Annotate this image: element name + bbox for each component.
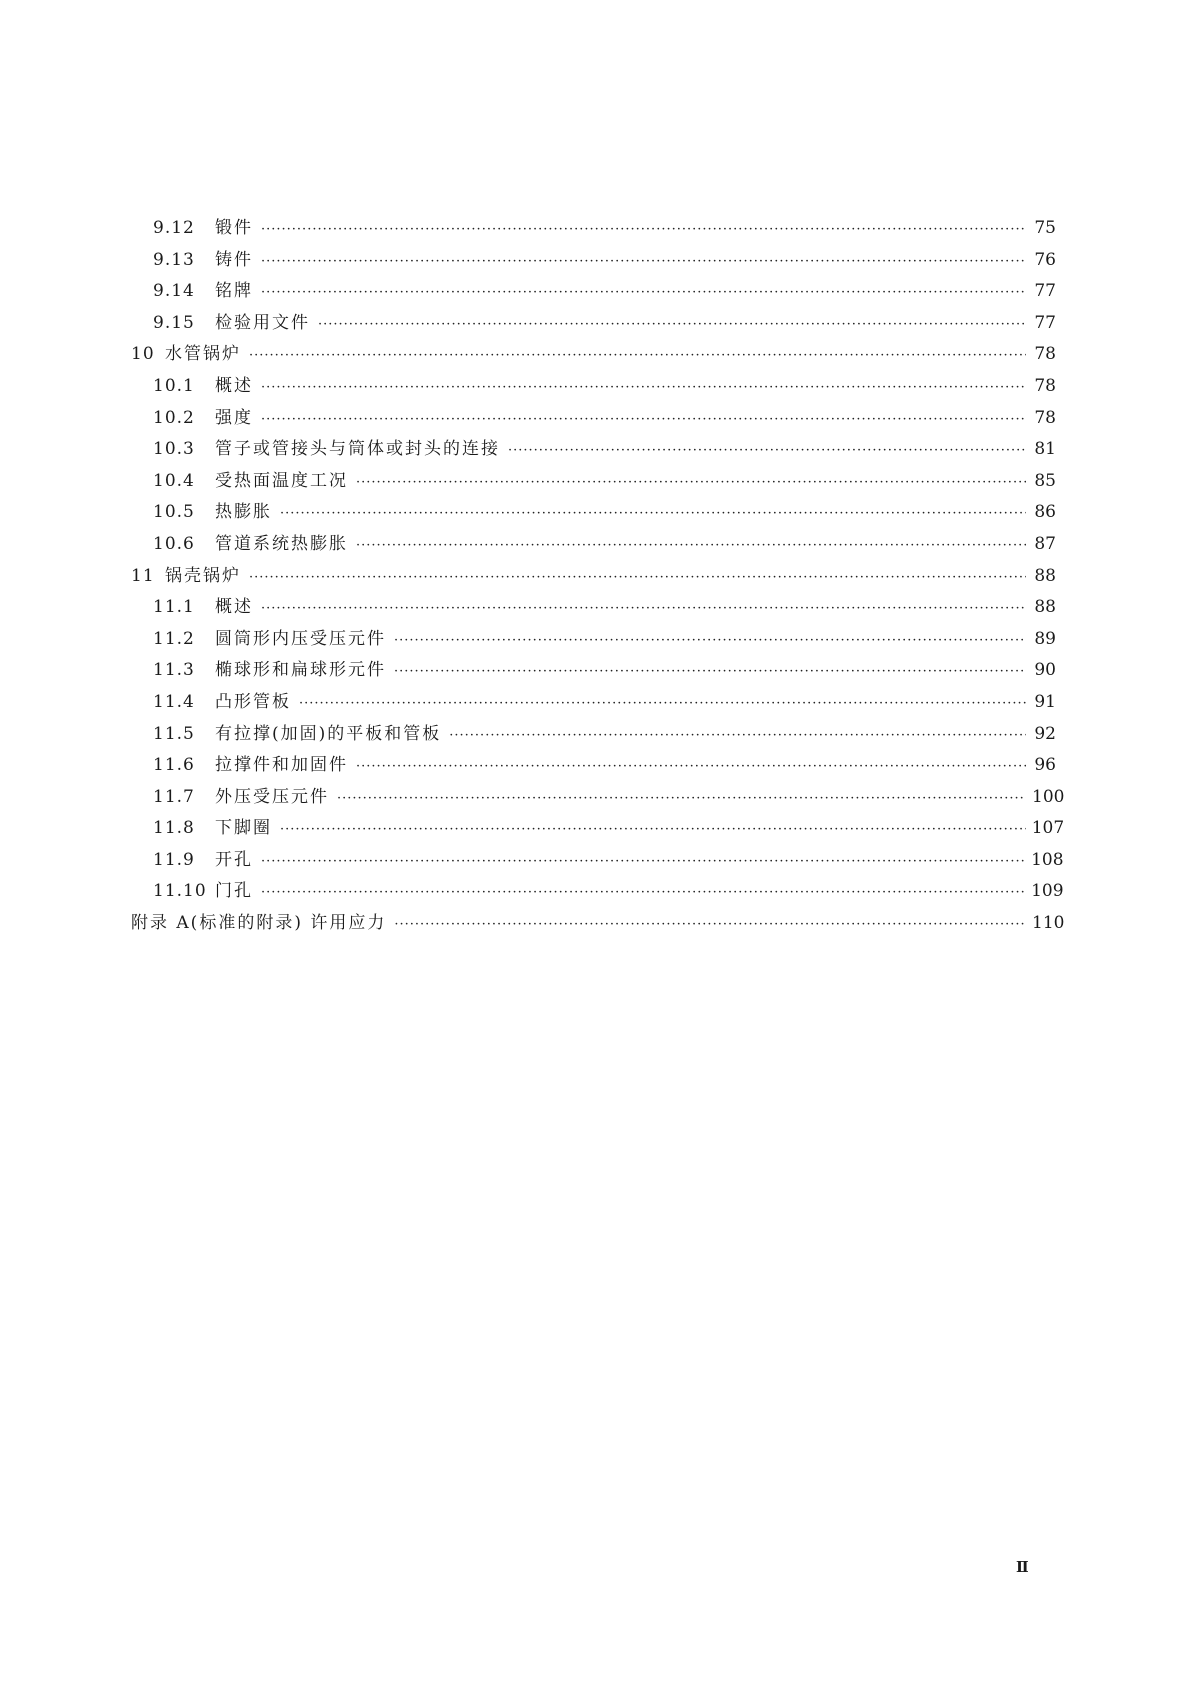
toc-entry-page: 91 (1034, 691, 1056, 712)
toc-entry-number: 10.4 (153, 470, 195, 491)
toc-entry-page: 75 (1034, 218, 1056, 238)
toc-entry-title: 椭球形和扁球形元件 (215, 660, 386, 681)
dot-leader (337, 783, 1026, 815)
toc-entry (131, 750, 1056, 782)
toc-entry-number: 11.9 (153, 849, 195, 870)
toc-entry-page: 78 (1034, 344, 1056, 365)
toc-entry-title: 管道系统热膨胀 (215, 533, 348, 554)
toc-entry-title: 门孔 (215, 881, 253, 902)
toc-entry-number: 10.1 (153, 375, 195, 396)
toc-entry-page: 108 (1031, 849, 1064, 870)
toc-entry-title: 下脚圈 (215, 818, 272, 839)
dot-leader (394, 625, 1026, 657)
toc-entry-title: 外压受压元件 (215, 786, 329, 807)
toc-entry-page: 100 (1032, 786, 1065, 807)
toc-entry (131, 624, 1056, 656)
toc-entry-number: 10.3 (153, 439, 195, 460)
toc-entry-title: 附录 A(标准的附录) 许用应力 (131, 913, 387, 934)
toc-entry (131, 276, 1056, 308)
toc-entry-number: 11.6 (153, 755, 195, 776)
toc-entry (131, 434, 1056, 466)
toc-entry (131, 403, 1056, 435)
toc-entry (131, 308, 1056, 340)
toc-entry-number: 11.2 (153, 628, 195, 649)
toc-entry-number: 11.7 (153, 786, 195, 807)
toc-entry-page: 89 (1034, 628, 1056, 649)
toc-entry (131, 592, 1056, 624)
toc-entry (131, 845, 1064, 877)
toc-entry-number: 9.13 (153, 249, 195, 270)
dot-leader (280, 814, 1026, 846)
toc-entry-page: 78 (1034, 375, 1056, 396)
toc-entry-title: 热膨胀 (215, 502, 272, 523)
toc-entry (131, 466, 1056, 498)
toc-entry-title: 锅壳锅炉 (165, 565, 241, 586)
dot-leader (261, 246, 1026, 278)
toc-entry-title: 铭牌 (215, 281, 253, 302)
toc-entry (131, 245, 1056, 277)
toc-entry (131, 813, 1065, 845)
toc-entry (131, 339, 1056, 371)
toc-entry-page: 109 (1031, 881, 1064, 902)
toc-entry (131, 908, 1065, 940)
toc-entry-title: 水管锅炉 (165, 344, 241, 365)
dot-leader (508, 435, 1026, 467)
toc-entry-page: 107 (1031, 818, 1065, 839)
page-folio: Ⅱ (1016, 1558, 1028, 1576)
toc-entry-title: 开孔 (215, 849, 253, 870)
toc-entry (131, 719, 1056, 751)
toc-entry-page: 96 (1034, 755, 1056, 776)
toc-entry-page: 85 (1034, 470, 1056, 491)
toc-entry (131, 782, 1065, 814)
toc-entry-title: 锻件 (215, 218, 253, 238)
toc-entry-page: 81 (1034, 439, 1056, 460)
toc-entry (131, 655, 1056, 687)
toc-entry-page: 76 (1034, 249, 1056, 270)
toc-entry-title: 概述 (215, 375, 253, 396)
toc-entry-number: 10.5 (153, 502, 195, 523)
toc-entry-page: 90 (1034, 660, 1056, 681)
toc-entry-page: 77 (1034, 312, 1056, 333)
toc-entry-title: 拉撑件和加固件 (215, 755, 348, 776)
toc-entry-page: 87 (1034, 533, 1056, 554)
dot-leader (356, 530, 1026, 562)
dot-leader (261, 372, 1026, 404)
dot-leader (261, 877, 1025, 909)
toc-entry-title: 凸形管板 (215, 691, 291, 712)
toc-entry-number: 9.12 (153, 218, 195, 238)
dot-leader (318, 309, 1026, 341)
toc-entry-number: 11.4 (153, 691, 195, 712)
toc-entry-page: 86 (1034, 502, 1056, 523)
dot-leader (261, 846, 1025, 878)
table-of-contents (131, 213, 1065, 940)
toc-entry-number: 11 (131, 565, 155, 586)
dot-leader (261, 214, 1026, 246)
dot-leader (449, 720, 1026, 752)
dot-leader (299, 688, 1026, 720)
toc-entry (131, 529, 1056, 561)
toc-entry-title: 铸件 (215, 249, 253, 270)
toc-entry-title: 有拉撑(加固)的平板和管板 (215, 723, 442, 744)
toc-entry-title: 强度 (215, 407, 253, 428)
toc-entry-page: 88 (1034, 565, 1056, 586)
toc-entry-number: 9.15 (153, 312, 195, 333)
toc-entry-number: 9.14 (153, 281, 195, 302)
toc-entry-page: 92 (1034, 723, 1056, 744)
toc-entry (131, 876, 1064, 908)
dot-leader (261, 404, 1026, 436)
toc-entry-title: 管子或管接头与筒体或封头的连接 (215, 439, 500, 460)
dot-leader (356, 467, 1026, 499)
dot-leader (261, 593, 1026, 625)
toc-entry-number: 10.2 (153, 407, 195, 428)
dot-leader (249, 562, 1026, 594)
toc-entry-number: 10 (131, 344, 155, 365)
toc-entry-page: 110 (1032, 913, 1065, 934)
toc-entry-number: 11.1 (153, 597, 195, 618)
dot-leader (394, 656, 1026, 688)
toc-entry (131, 213, 1056, 245)
toc-entry-page: 88 (1034, 597, 1056, 618)
toc-entry-number: 11.3 (153, 660, 195, 681)
toc-entry-title: 受热面温度工况 (215, 470, 348, 491)
toc-entry-number: 11.10 (153, 881, 207, 902)
toc-entry (131, 371, 1056, 403)
toc-entry-number: 11.5 (153, 723, 195, 744)
toc-entry-page: 77 (1034, 281, 1056, 302)
toc-entry-number: 10.6 (153, 533, 195, 554)
dot-leader (394, 909, 1026, 941)
toc-entry-title: 检验用文件 (215, 312, 310, 333)
dot-leader (249, 340, 1026, 372)
dot-leader (261, 277, 1026, 309)
dot-leader (356, 751, 1026, 783)
toc-entry-number: 11.8 (153, 818, 195, 839)
toc-entry (131, 561, 1056, 593)
toc-entry-title: 概述 (215, 597, 253, 618)
toc-entry-title: 圆筒形内压受压元件 (215, 628, 386, 649)
toc-entry (131, 497, 1056, 529)
dot-leader (280, 498, 1026, 530)
toc-entry-page: 78 (1034, 407, 1056, 428)
toc-entry (131, 687, 1056, 719)
